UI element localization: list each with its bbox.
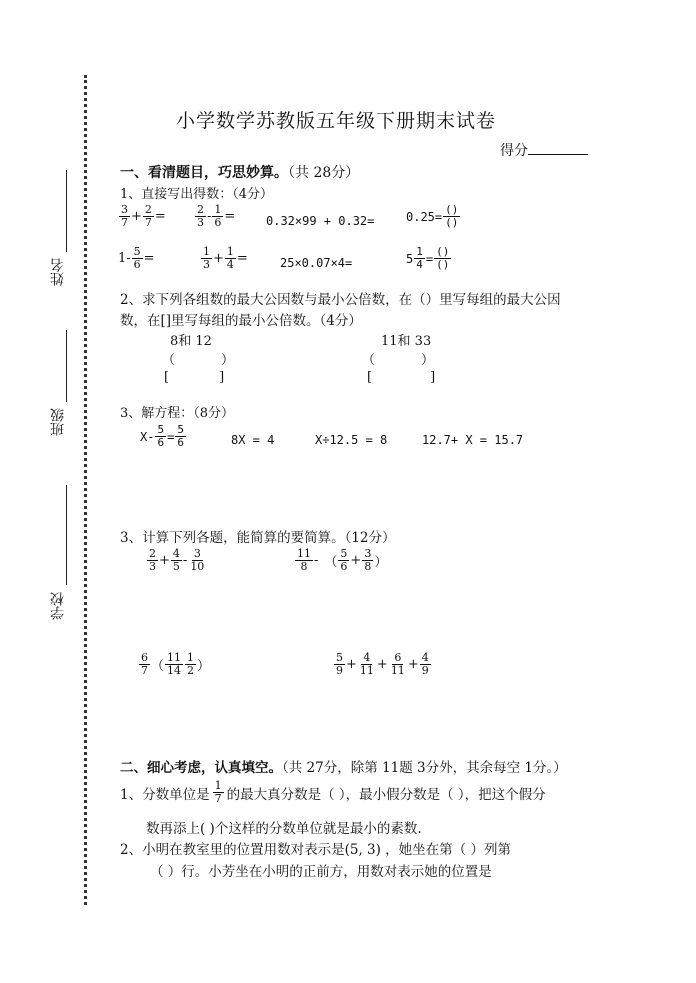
name-field[interactable] <box>66 170 67 252</box>
q3-eq1: X- $\frac{5}{6}$ = $\frac{5}{6}$ <box>140 423 184 450</box>
q4-calc4: $\frac{5}{9}$ + $\frac{4}{11}$ + $\frac{6}{11}$ + $\frac{4}{9}$ <box>336 651 429 678</box>
q1-r1c1: $\frac{3}{7}$ + $\frac{2}{7}$ = <box>121 203 166 230</box>
q4-label: 3、计算下列各题，能简算的要简算。（12分） <box>120 530 396 546</box>
q4-calc2: $\frac{11}{8}$ - （ $\frac{5}{6}$ + $\frac{3}{8}$ ） <box>297 547 388 574</box>
section1-heading-points: （共 28分） <box>288 165 360 181</box>
q4-calc3: $\frac{6}{7}$ （ $\frac{11}{14}$ $\frac{1}{2}$ ） <box>141 651 211 678</box>
score-label: 得分 <box>500 143 528 159</box>
section2-heading-bold: 二、细心考虑，认真填空。 <box>120 760 282 776</box>
binding-dotted-line <box>84 75 87 905</box>
q3-label: 3、解方程：（8分） <box>120 406 235 421</box>
q1-label: 1、直接写出得数：（4分） <box>120 187 274 202</box>
q2-g1-gcd-blank[interactable]: （ ） <box>162 353 235 368</box>
q1-r2c2: $\frac{1}{3}$ + $\frac{1}{4}$ = <box>203 245 248 272</box>
q2-g2-gcd-blank[interactable]: （ ） <box>362 353 435 368</box>
q1-r1c4: 0.25= $\frac{()}{()}$ <box>406 203 459 230</box>
page-title: 小学数学苏教版五年级下册期末试卷 <box>176 110 497 132</box>
q1-r2c4: 5 $\frac{1}{4}$ = $\frac{()}{()}$ <box>406 245 450 272</box>
s2-q1-line2: 数再添上( )个这样的分数单位就是最小的素数. <box>146 821 422 837</box>
q2-group1: 8和 12 <box>170 334 212 349</box>
s2-q2-line2: （ ）行。小芳坐在小明的正前方，用数对表示她的位置是 <box>150 864 492 880</box>
section2-heading <box>120 756 567 776</box>
q1-r1c2: $\frac{2}{3}$ - $\frac{1}{6}$ = <box>197 203 236 230</box>
s2-q1-line1: 1、分数单位是 $\frac{1}{7}$ 的最大真分数是（ ），最小假分数是（ ），把这个假分 <box>120 779 546 806</box>
score-blank[interactable] <box>528 154 588 155</box>
q1-r2c1: 1- $\frac{5}{6}$ = <box>118 245 155 272</box>
q3-eq4: 12.7+ X = 15.7 <box>422 433 524 447</box>
score-field[interactable] <box>500 140 588 160</box>
class-field[interactable] <box>66 330 67 402</box>
q1-r2c3: 25×0.07×4= <box>280 256 353 270</box>
q4-calc1: $\frac{2}{3}$ + $\frac{4}{5}$ - $\frac{3}{10}$ <box>149 547 205 574</box>
section1-heading-bold: 一、看清题目，巧思妙算。 <box>120 165 288 181</box>
section2-heading-points: （共 27分，除第 11题 3分外，其余每空 1分。） <box>282 760 567 776</box>
q3-eq2: 8X = 4 <box>231 433 275 447</box>
q1-r1c3: 0.32×99 + 0.32= <box>266 214 375 228</box>
s2-q2-line1: 2、小明在教室里的位置用数对表示是(5, 3) ，她坐在第（ ）列第 <box>120 842 511 858</box>
q2-line2: 数，在[]里写每组的最小公倍数。（4分） <box>120 313 362 329</box>
q2-g2-lcm-blank[interactable]: [ ] <box>367 370 436 385</box>
school-field[interactable] <box>66 485 67 585</box>
name-label: 姓名 <box>50 258 66 286</box>
school-label: 学校 <box>50 592 66 620</box>
section1-heading <box>120 162 359 182</box>
class-label: 班级 <box>50 408 66 436</box>
q2-line1: 2、求下列各组数的最大公因数与最小公倍数，在（）里写每组的最大公因 <box>120 292 561 308</box>
q3-eq3: X÷12.5 = 8 <box>315 433 388 447</box>
q2-group2: 11和 33 <box>381 334 432 349</box>
q2-g1-lcm-blank[interactable]: [ ] <box>164 370 225 385</box>
